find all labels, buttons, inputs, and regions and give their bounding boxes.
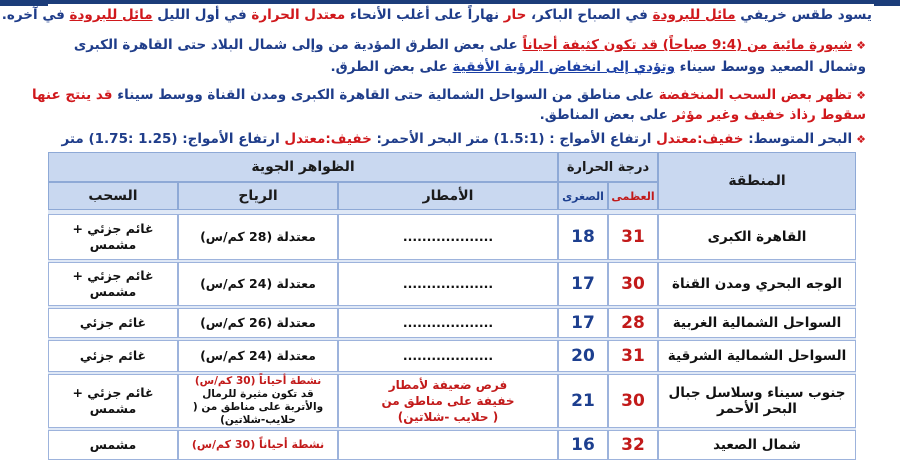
row-5-wind-strength: نشطة أحياناً (30 كم/س) [194, 375, 322, 387]
row-3-clouds: غائم جزئي [48, 308, 178, 338]
forecast-table [48, 152, 856, 455]
row-5-rain: فرص ضعيفة لأمطار خفيفة على مناطق من ( حلايب -شلاتين) [338, 374, 558, 428]
row-4-rain: ................... [338, 340, 558, 372]
row-3-max: 28 [608, 308, 658, 338]
header-region: المنطقة [658, 152, 856, 210]
row-2-clouds: غائم جزئي + مشمس [48, 262, 178, 306]
summary-line-6: ❖البحر المتوسط: خفيف:معتدل ارتفاع الأمواج : (1.5:1) متر البحر الأحمر: خفيف:معتدل ارتفاع الأمواج: (1.25 :1.75) متر [61, 131, 866, 147]
row-1-rain: ................... [338, 214, 558, 260]
header-clouds: السحب [48, 182, 178, 210]
row-4-min: 20 [558, 340, 608, 372]
header-phenomena: الظواهر الجوية [48, 152, 558, 182]
bullet-icon: ❖ [856, 39, 866, 52]
row-5-region: جنوب سيناء وسلاسل جبال البحر الأحمر [658, 374, 856, 428]
row-1-clouds: غائم جزئي + مشمس [48, 214, 178, 260]
summary-line-1: يسود طقس خريفي مائل للبرودة في الصباح الباكر، حار نهاراً على أغلب الأنحاء معتدل الحرارة في أول الليل مائل للبرودة في آخره. [1, 7, 872, 23]
row-1-max: 31 [608, 214, 658, 260]
header-temperature: درجة الحرارة [558, 152, 658, 182]
header-rain: الأمطار [338, 182, 558, 210]
summary-line-4: ❖تظهر بعض السحب المنخفضة على مناطق من السواحل الشمالية حتى القاهرة الكبرى ومدن القناة ووسط سيناء قد ينتج عنها [31, 87, 866, 103]
forecast-summary-panel [1, 4, 874, 152]
row-2-min: 17 [558, 262, 608, 306]
header-max: العظمى [608, 182, 658, 210]
row-5-min: 21 [558, 374, 608, 428]
row-4-clouds: غائم جزئي [48, 340, 178, 372]
row-3-region: السواحل الشمالية الغربية [658, 308, 856, 338]
summary-line-5: سقوط رذاذ خفيف وغير مؤثر على بعض المناطق. [539, 107, 866, 123]
row-2-rain: ................... [338, 262, 558, 306]
header-min: الصغرى [558, 182, 608, 210]
row-5-max: 30 [608, 374, 658, 428]
row-1-wind: معتدلة (28 كم/س) [178, 214, 338, 260]
row-6-wind: نشطة أحياناً (30 كم/س) [178, 430, 338, 460]
row-3-min: 17 [558, 308, 608, 338]
row-5-wind-note: قد تكون مثيرة للرمال والأتربة على مناطق من ( حلايب-شلاتين) [192, 388, 324, 426]
row-6-max: 32 [608, 430, 658, 460]
row-2-wind: معتدلة (24 كم/س) [178, 262, 338, 306]
row-6-min: 16 [558, 430, 608, 460]
row-3-rain: ................... [338, 308, 558, 338]
row-1-min: 18 [558, 214, 608, 260]
row-2-max: 30 [608, 262, 658, 306]
bullet-icon: ❖ [856, 89, 866, 102]
row-6-region: شمال الصعيد [658, 430, 856, 460]
row-4-max: 31 [608, 340, 658, 372]
row-3-wind: معتدلة (26 كم/س) [178, 308, 338, 338]
row-2-region: الوجه البحري ومدن القناة [658, 262, 856, 306]
header-wind: الرياح [178, 182, 338, 210]
bullet-icon: ❖ [856, 133, 866, 146]
summary-line-2: ❖شبورة مائية من (9:4 صباحاً) قد تكون كثيفة أحياناً على بعض الطرق المؤدية من وإلى شمال البلاد حتى القاهرة الكبرى [73, 37, 866, 53]
row-4-region: السواحل الشمالية الشرقية [658, 340, 856, 372]
row-4-wind: معتدلة (24 كم/س) [178, 340, 338, 372]
row-1-region: القاهرة الكبرى [658, 214, 856, 260]
row-6-rain [338, 430, 558, 460]
row-5-clouds: غائم جزئي + مشمس [48, 374, 178, 428]
summary-line-3: وشمال الصعيد ووسط سيناء وتؤدي إلى انخفاض الرؤية الأفقية على بعض الطرق. [330, 59, 866, 75]
row-6-clouds: مشمس [48, 430, 178, 460]
row-5-wind [178, 374, 338, 428]
